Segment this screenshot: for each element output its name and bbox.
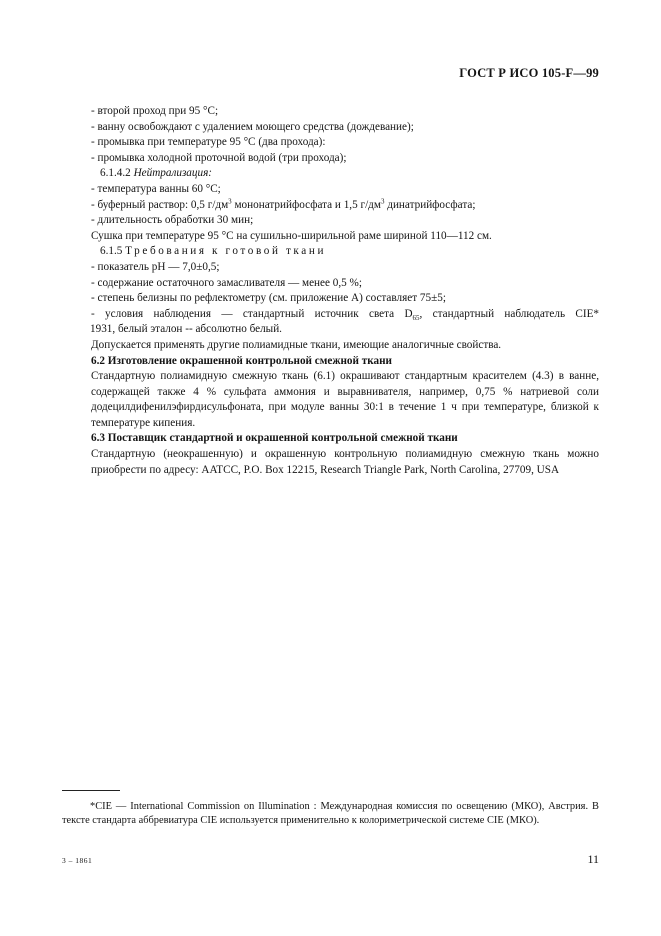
section-title: Требования к готовой ткани	[125, 245, 327, 258]
list-item: - промывка холодной проточной водой (три прохода);	[91, 151, 347, 164]
list-item: - промывка при температуре 95 °С (два прохода):	[91, 136, 326, 149]
list-item-continued: 1931, белый эталон -- абсолютно белый.	[90, 323, 282, 336]
paragraph-6-2: Стандартную полиамидную смежную ткань (6.1) окрашивают стандартным красителем (4.3) в ванне, содержащей также 4 % сульфата аммония и выравнивателя, например, 0,75 % натриевой соли додецилдифенилэфирдисульфоната, при модуле ванны 30:1 в течение 1 ч при температуре, близкой к температуре кипения.	[91, 370, 599, 429]
main-text	[91, 104, 599, 478]
note-text: Допускается применять другие полиамидные ткани, имеющие аналогичные свойства.	[91, 338, 502, 351]
list-item: - второй проход при 95 °С;	[91, 105, 219, 117]
page-number: 11	[587, 852, 599, 866]
list-item: - показатель рН — 7,0±0,5;	[91, 260, 220, 273]
footnote-text: *CIE — International Commission on Illumination : Международная комиссия по освещению (МКО), Австрия. В тексте стандарта аббревиатура CIE используется применительно к колориметрической системе CIE (МКО).	[62, 801, 599, 826]
section-6-1-4-2: 6.1.4.2 Нейтрализация:	[100, 167, 213, 180]
list-item: - содержание остаточного замасливателя — менее 0,5 %;	[91, 276, 362, 289]
footnote-divider	[62, 790, 120, 791]
section-heading-6-3: 6.3 Поставщик стандартной и окрашенной контрольной смежной ткани	[91, 432, 458, 445]
section-title: Нейтрализация:	[133, 167, 213, 180]
print-code: 3 – 1861	[62, 856, 93, 865]
list-item: - длительность обработки 30 мин;	[91, 214, 254, 227]
list-item: - степень белизны по рефлектометру (см. приложение А) составляет 75±5;	[91, 292, 446, 305]
list-item: - ванну освобождают с удалением моющего средства (дождевание);	[91, 120, 414, 133]
footnote	[62, 800, 599, 827]
list-item: - температура ванны 60 °С;	[91, 182, 221, 195]
drying-text: Сушка при температуре 95 °С на сушильно-ширильной раме шириной 110—112 см.	[91, 229, 492, 242]
page-header-title: ГОСТ Р ИСО 105-F—99	[459, 66, 599, 80]
paragraph-6-3: Стандартную (неокрашенную) и окрашенную контрольную полиамидную смежную ткань можно приобрести по адресу: AATCC, P.O. Box 12215, Research Triangle Park, North Carolina, 27709, USA	[91, 448, 599, 476]
section-6-1-5: 6.1.5 Требования к готовой ткани	[100, 245, 327, 258]
list-item: - условия наблюдения — стандартный источник света $D_{65}$, стандартный наблюдатель CIE*	[91, 307, 600, 322]
section-heading-6-2: 6.2 Изготовление окрашенной контрольной смежной ткани	[91, 354, 392, 367]
list-item: - буферный раствор: 0,5 $г/дм^3$ мононатрийфосфата и 1,5 $г/дм^3$ динатрийфосфата;	[91, 196, 476, 211]
